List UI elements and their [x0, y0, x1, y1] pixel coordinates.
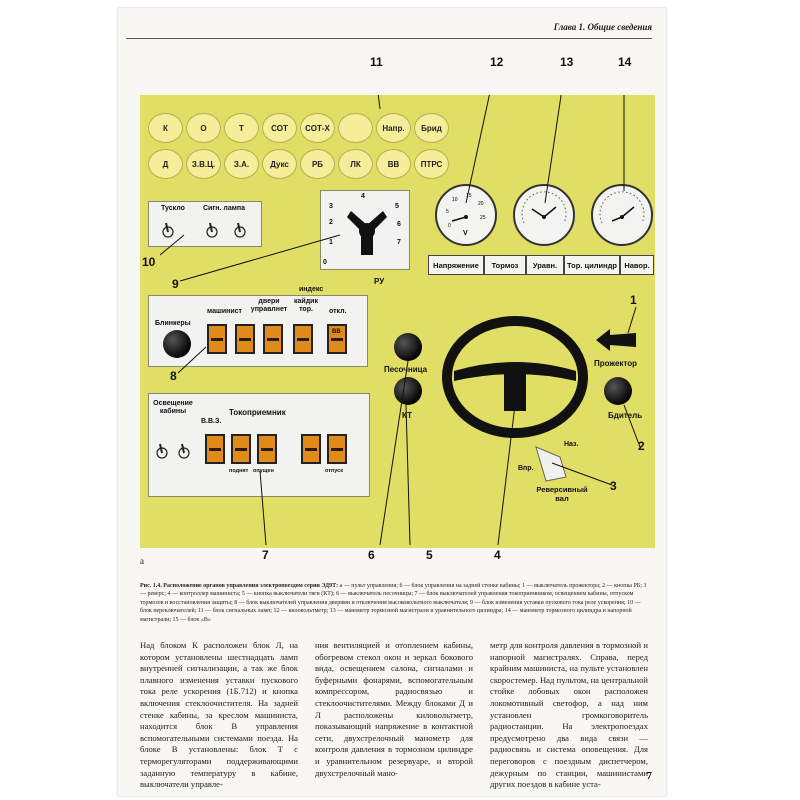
- leader-lines: [140, 95, 655, 565]
- pos-4: 4: [361, 193, 365, 200]
- text-column-1: Над блоком К расположен блок Л, на котором установлены шестнадцать ламп внутренней сигнализации, а так же блок плавного изменения уставки пускового тока реле ускорения (1Б.712) и кнопка включения стеклоочистителя. На задней стенке кабины, за креслом машиниста, находится блок В управления вспомогательными системами поезда. На блоке В установлены: блок Т с терморегуляторами поддерживающими заданную температуру в кабине, выключатели управле-: [140, 640, 298, 790]
- label-otpusk: отпуск: [325, 468, 343, 474]
- vv-switch-label: ВВ: [332, 329, 341, 335]
- pos-6: 6: [397, 221, 401, 228]
- pos-7: 7: [397, 239, 401, 246]
- label-tokopriemnik: Токоприемник: [229, 408, 286, 417]
- lamp-rb: РБ: [300, 149, 335, 179]
- label-vpr: Впр.: [518, 465, 534, 472]
- lamp-sot: СОТ: [262, 113, 297, 143]
- label-blinkery: Блинкеры: [155, 320, 191, 327]
- caption-text: а — пульт управления; б — блок управления на задней стенке кабины; 1 — выключатель прожектора; 2 — кнопка РБ; 3 — реверс; 4 — контроллер машиниста; 5 — кнопка выключатели тяги (КТ); 6 — выключатель песочницы; 7 — блок выключателей управления токоприемником, освещением кабины, отпуском тормозов и восстановления защиты; 8 — блок выключателей управления дверями и отключения высоковольтного выключателя; 9 — блок изменения уставки пускового тока реле ускорения; 10 — блок переключателей; 11 — блок сигнальных ламп; 12 — киловольтметр; 13 — манометр тормозной магистрали и уравнительного цилиндра; 14 — манометр тормозного цилиндра и напорной магистрали; 15 — блок «В»: [140, 583, 647, 623]
- book-page: [118, 8, 666, 796]
- callout-12: 12: [490, 55, 504, 69]
- label-dveri: двери управлнет: [250, 298, 288, 313]
- lamp-ptrs: ПТРС: [414, 149, 449, 179]
- caption-title: Рис. 1.4. Расположение органов управления электропоездом серии ЭД9Т:: [140, 583, 339, 589]
- figure-letter: а: [140, 556, 144, 566]
- callout-7: 7: [262, 548, 269, 562]
- callout-3: 3: [610, 479, 617, 493]
- label-mashinist: машинист: [207, 308, 242, 315]
- label-ru: РУ: [374, 277, 385, 286]
- lamp-brid: Брид: [414, 113, 449, 143]
- label-naz: Наз.: [564, 441, 579, 448]
- svg-text:25: 25: [480, 215, 486, 221]
- lamp-o: О: [186, 113, 221, 143]
- label-bditel: Бдитель: [608, 411, 643, 420]
- lamp-duks: Дукс: [262, 149, 297, 179]
- svg-text:20: 20: [478, 201, 484, 207]
- gauge-label-navor: Навор.: [620, 255, 654, 275]
- pos-0: 0: [323, 259, 327, 266]
- label-otkl: откл.: [329, 308, 347, 315]
- figure-caption: [140, 582, 652, 624]
- svg-text:15: 15: [466, 193, 472, 199]
- pos-2: 2: [329, 219, 333, 226]
- callout-9: 9: [172, 277, 179, 291]
- lamp-za: З.А.: [224, 149, 259, 179]
- svg-text:5: 5: [446, 209, 449, 215]
- text-column-2: ния вентиляцией и отоплением кабины, обогревом стекол окон и зеркал бокового вида, освещением салона, сигналами и буферными фонарями, вспомогательным компрессором, радиосвязью и стеклоочистителями. Между блоками Д и Л расположены киловольтметр, показывающий напряжение в контактной сети, двухстрелочный манометр для контроля давления в тормозном цилиндре и уравнительном резервуаре, и второй двухстрелочный мано-: [315, 640, 473, 778]
- label-indeks: индекс: [299, 286, 324, 293]
- label-reversivny-val: Реверсивный вал: [536, 485, 588, 503]
- header-rule: [126, 38, 652, 39]
- label-podnyat: поднят: [229, 468, 249, 474]
- lamp-lk: ЛК: [338, 149, 373, 179]
- gauge-label-tormoz: Тормоз: [484, 255, 526, 275]
- pos-3: 3: [329, 203, 333, 210]
- label-sign-lampa: Сигн. лампа: [203, 205, 246, 212]
- callout-6: 6: [368, 548, 375, 562]
- lamp-zvc: З.В.Ц.: [186, 149, 221, 179]
- svg-text:0: 0: [448, 223, 451, 229]
- svg-text:V: V: [463, 230, 468, 237]
- gauge-label-tor-cil: Тор. цилиндр: [564, 255, 620, 275]
- callout-11: 11: [370, 55, 383, 69]
- pos-5: 5: [395, 203, 399, 210]
- callout-2: 2: [638, 439, 645, 453]
- callout-4: 4: [494, 548, 501, 562]
- label-vvz: В.В.З.: [201, 418, 222, 425]
- callout-13: 13: [560, 55, 574, 69]
- chapter-header: Глава 1. Общие сведения: [553, 22, 652, 32]
- page-number: 7: [646, 770, 652, 782]
- label-tusklo: Тускло: [161, 205, 185, 212]
- lamp-sot-x: СОТ-Х: [300, 113, 335, 143]
- label-pesochnica: Песочница: [384, 365, 428, 374]
- control-panel-figure: [140, 55, 655, 548]
- label-kt: КТ: [402, 411, 412, 420]
- callout-14: 14: [618, 55, 632, 69]
- gauge-label-uravn: Уравн.: [526, 255, 564, 275]
- label-kaydik: кайдик тор.: [294, 298, 318, 313]
- callout-5: 5: [426, 548, 433, 562]
- lamp-k: К: [148, 113, 183, 143]
- lamp-vv: ВВ: [376, 149, 411, 179]
- callout-1: 1: [630, 293, 637, 307]
- gauge-label-napr: Напряжение: [428, 255, 484, 275]
- label-opuschen: опущен: [253, 468, 274, 474]
- callout-10: 10: [142, 255, 156, 269]
- callout-8: 8: [170, 369, 177, 383]
- lamp-napr: Напр.: [376, 113, 411, 143]
- svg-text:10: 10: [452, 197, 458, 203]
- label-osveschenie: Освещение кабины: [153, 400, 193, 415]
- lamp-t: Т: [224, 113, 259, 143]
- pos-1: 1: [329, 239, 333, 246]
- text-column-3: метр для контроля давления в тормозной и напорной магистралях. Справа, перед крайним машиниста, на пульте установлен скоростемер. Над пультом, на центральной стойке лобовых окон расположен локомотивный светофор, а над ним установлен громкоговоритель радиостанции. На электропоездах предусмотрено два вида связи — радиосвязь и система оповещения. Для переговоров с поездным диспетчером, дежурным по станции, машинистами других поездов в кабине уста-: [490, 640, 648, 790]
- label-prozhektor: Прожектор: [594, 359, 638, 368]
- lamp-d: Д: [148, 149, 183, 179]
